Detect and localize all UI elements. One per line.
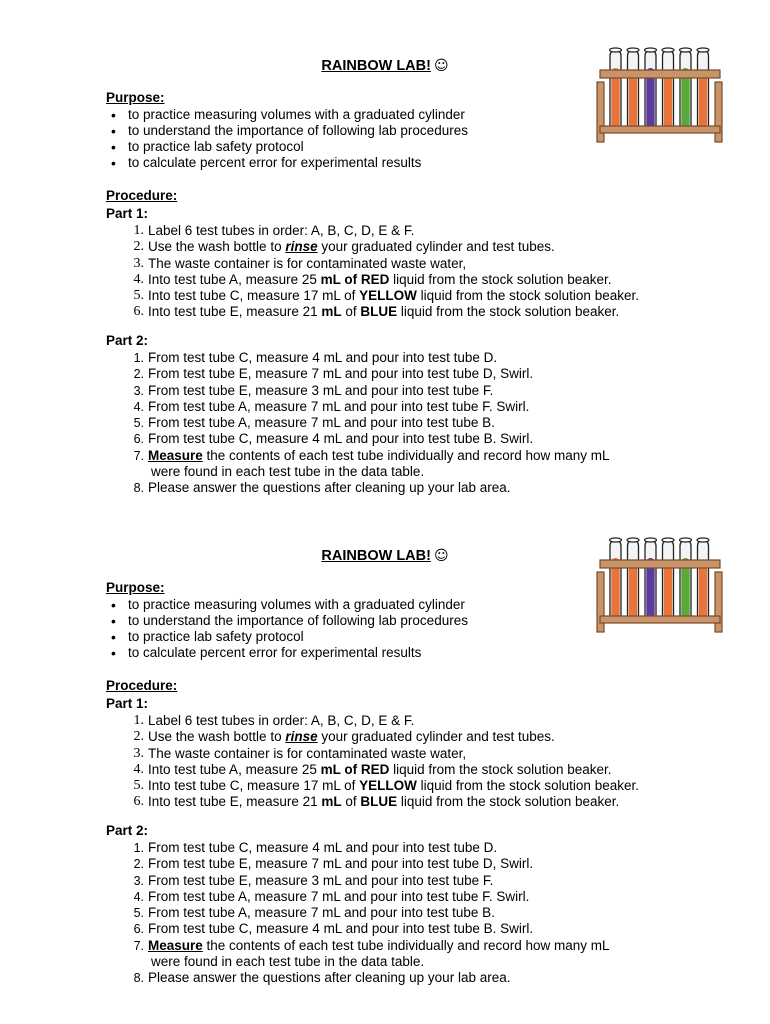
part2-step: 7. Measure the contents of each test tube individually and record how many mL were found in each test tube in the data table. (133, 447, 610, 480)
test-tube (680, 538, 692, 622)
handout-copy-2 (0, 490, 770, 986)
test-tube-rack-icon (594, 534, 726, 634)
purpose-section (106, 579, 468, 661)
purpose-item: • to practice lab safety protocol (106, 139, 468, 155)
purpose-item: • to understand the importance of following lab procedures (106, 613, 468, 629)
part2-step: 2. From test tube E, measure 7 mL and pour into test tube D, Swirl. (133, 856, 534, 872)
part1-step: 4. Into test tube A, measure 25 mL of RED liquid from the stock solution beaker. (133, 761, 612, 777)
tube-liquid (699, 562, 707, 620)
part2-step: 1. From test tube C, measure 4 mL and pour into test tube D. (133, 350, 498, 365)
purpose-list (106, 107, 468, 171)
test-tube (610, 538, 622, 622)
test-tube (662, 538, 674, 622)
procedure-part1-section (106, 677, 639, 811)
test-tube (697, 538, 709, 622)
purpose-item: • to calculate percent error for experimental results (106, 155, 468, 171)
part2-step: 2. From test tube E, measure 7 mL and pour into test tube D, Swirl. (133, 366, 534, 382)
part1-step: 2. Use the wash bottle to rinse your graduated cylinder and test tubes. (133, 239, 555, 255)
rack-top-bar (600, 70, 720, 78)
part1-label: Part 1: (106, 206, 149, 221)
part2-label: Part 2: (106, 333, 149, 348)
part1-step: 2. Use the wash bottle to rinse your graduated cylinder and test tubes. (133, 729, 555, 745)
purpose-list (106, 597, 468, 661)
part1-step: 4. Into test tube A, measure 25 mL of RED liquid from the stock solution beaker. (133, 271, 612, 287)
part2-step: 7. Measure the contents of each test tube individually and record how many mL were found in each test tube in the data table. (133, 937, 610, 970)
purpose-label: Purpose: (106, 580, 165, 595)
tube-liquid (664, 562, 672, 620)
part2-step: 5. From test tube A, measure 7 mL and pour into test tube B. (133, 415, 495, 431)
part1-step: 6. Into test tube E, measure 21 mL of BLUE liquid from the stock solution beaker. (133, 794, 620, 810)
test-tube (662, 48, 674, 132)
page-title: RAINBOW LAB! ☺ (321, 548, 449, 564)
purpose-item: • to calculate percent error for experimental results (106, 645, 468, 661)
part1-steps (106, 713, 639, 811)
procedure-part1-section (106, 187, 639, 321)
test-tube (610, 48, 622, 132)
part1-steps (106, 223, 639, 321)
test-tube (645, 48, 657, 132)
test-tube (627, 48, 639, 132)
part1-step: 3. The waste container is for contaminated waste water, (133, 255, 467, 271)
part1-step: 5. Into test tube C, measure 17 mL of YELLOW liquid from the stock solution beaker. (133, 288, 639, 304)
page-title: RAINBOW LAB! ☺ (321, 58, 449, 74)
purpose-label: Purpose: (106, 90, 165, 105)
part2-step: 4. From test tube A, measure 7 mL and pour into test tube F. Swirl. (133, 888, 530, 904)
rack-base-bar (600, 616, 720, 623)
part2-steps (106, 350, 610, 497)
part2-step: 1. From test tube C, measure 4 mL and pour into test tube D. (133, 840, 498, 855)
smiley-icon: ☺ (433, 58, 449, 74)
part2-step: 4. From test tube A, measure 7 mL and pour into test tube F. Swirl. (133, 398, 530, 414)
purpose-section (106, 89, 468, 171)
tube-liquid (629, 72, 637, 130)
test-tube (680, 48, 692, 132)
procedure-label: Procedure: (106, 188, 178, 203)
part1-step: 1. Label 6 test tubes in order: A, B, C, D, E & F. (133, 713, 415, 728)
purpose-item: • to understand the importance of following lab procedures (106, 123, 468, 139)
part1-step: 1. Label 6 test tubes in order: A, B, C, D, E & F. (133, 223, 415, 238)
test-tube (697, 48, 709, 132)
part2-step: 5. From test tube A, measure 7 mL and pour into test tube B. (133, 905, 495, 921)
part2-step: 6. From test tube C, measure 4 mL and pour into test tube B. Swirl. (133, 921, 534, 937)
test-tube-rack-icon (594, 44, 726, 144)
tube-liquid (664, 72, 672, 130)
part2-step: 8. Please answer the questions after cleaning up your lab area. (133, 480, 511, 496)
procedure-label: Procedure: (106, 678, 178, 693)
part1-step: 6. Into test tube E, measure 21 mL of BLUE liquid from the stock solution beaker. (133, 304, 620, 320)
test-tube (645, 538, 657, 622)
part2-steps (106, 840, 610, 987)
test-tube (627, 538, 639, 622)
rack-base-bar (600, 126, 720, 133)
tube-liquid (699, 72, 707, 130)
smiley-icon: ☺ (433, 548, 449, 564)
purpose-item: • to practice measuring volumes with a graduated cylinder (106, 107, 468, 123)
purpose-item: • to practice lab safety protocol (106, 629, 468, 645)
part1-step: 5. Into test tube C, measure 17 mL of YELLOW liquid from the stock solution beaker. (133, 778, 639, 794)
tube-liquid (629, 562, 637, 620)
part2-step: 6. From test tube C, measure 4 mL and pour into test tube B. Swirl. (133, 431, 534, 447)
part1-label: Part 1: (106, 696, 149, 711)
part2-step: 3. From test tube E, measure 3 mL and pour into test tube F. (133, 382, 494, 398)
part2-label: Part 2: (106, 823, 149, 838)
procedure-part2-section (106, 822, 610, 987)
handout-copy-1 (0, 0, 770, 496)
part1-step: 3. The waste container is for contaminated waste water, (133, 745, 467, 761)
part2-step: 3. From test tube E, measure 3 mL and pour into test tube F. (133, 872, 494, 888)
procedure-part2-section (106, 332, 610, 497)
part2-step: 8. Please answer the questions after cleaning up your lab area. (133, 970, 511, 986)
purpose-item: • to practice measuring volumes with a graduated cylinder (106, 597, 468, 613)
rack-top-bar (600, 560, 720, 568)
